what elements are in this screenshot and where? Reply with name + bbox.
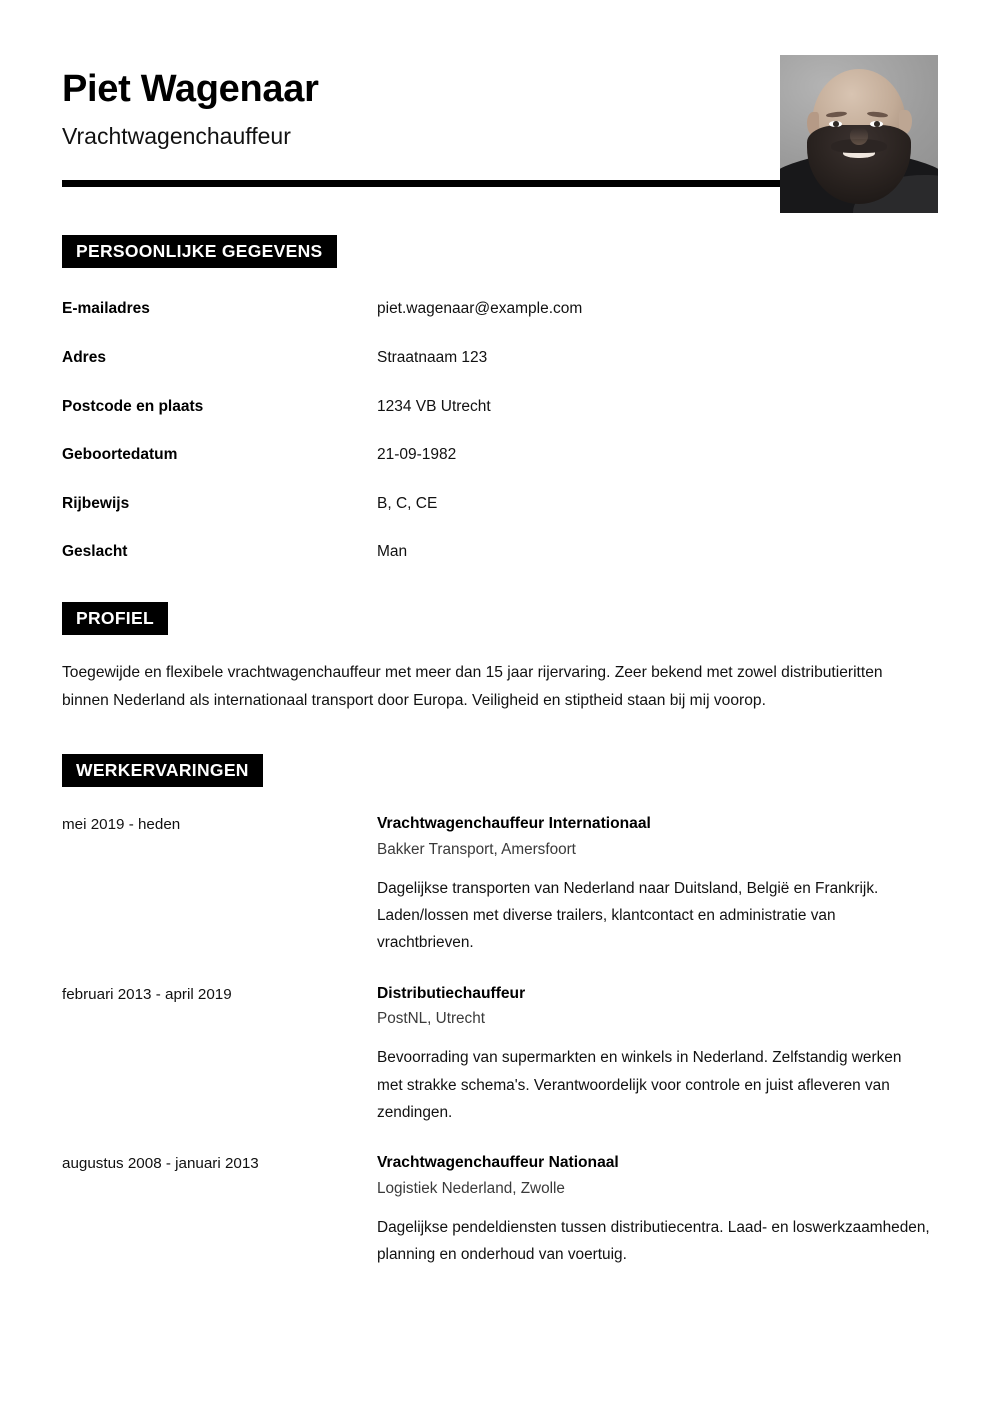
detail-label: Geslacht: [62, 543, 128, 561]
photo-pupil-right: [874, 121, 880, 127]
experience-body: [377, 1152, 930, 1268]
experience-company: Logistiek Nederland, Zwolle: [377, 1180, 565, 1198]
table-row: [62, 398, 938, 417]
detail-value: B, C, CE: [377, 494, 438, 512]
experience-role: Vrachtwagenchauffeur Nationaal: [377, 1154, 619, 1172]
section-profile: [62, 602, 938, 714]
section-title-work-experience: WERKERVARINGEN: [62, 754, 263, 787]
detail-value: piet.wagenaar@example.com: [377, 300, 583, 318]
job-title-subtitle: Vrachtwagenchauffeur: [62, 122, 291, 149]
section-title-profile: PROFIEL: [62, 602, 168, 635]
detail-value: 1234 VB Utrecht: [377, 397, 491, 415]
detail-value: 21-09-1982: [377, 446, 457, 464]
section-work-experience: [62, 754, 938, 1269]
personal-details-list: [62, 300, 938, 562]
list-item: [62, 983, 938, 1127]
experience-body: [377, 983, 930, 1127]
experience-company: Bakker Transport, Amersfoort: [377, 840, 576, 858]
photo-nose: [850, 128, 867, 145]
list-item: [62, 1152, 938, 1268]
profile-paragraph: Toegewijde en flexibele vrachtwagenchauffeur met meer dan 15 jaar rijervaring. Zeer bekend met zowel distributieritten binnen Nederland als internationaal transport door Europa. Veiligheid en stiptheid staan bij mij voorop.: [62, 664, 883, 709]
experience-body: [377, 813, 930, 957]
experience-description: Bevoorrading van supermarkten en winkels in Nederland. Zelfstandig werken met strakke schema's. Verantwoordelijk voor controle en juist afleveren van zendingen.: [377, 1049, 902, 1121]
detail-label: Geboortedatum: [62, 446, 178, 464]
table-row: [62, 300, 938, 319]
cv-header: [62, 0, 938, 160]
detail-label: Adres: [62, 348, 106, 366]
page-title: Piet Wagenaar: [62, 68, 319, 110]
detail-label: Rijbewijs: [62, 494, 130, 512]
detail-value: Straatnaam 123: [377, 348, 488, 366]
experience-description: Dagelijkse transporten van Nederland naar Duitsland, België en Frankrijk. Laden/lossen met diverse trailers, klantcontact en administratie van vrachtbrieven.: [377, 879, 879, 952]
work-experience-list: [62, 813, 938, 1268]
detail-value: Man: [377, 543, 408, 561]
experience-period: mei 2019 - heden: [62, 816, 181, 834]
experience-description: Dagelijkse pendeldiensten tussen distributiecentra. Laad- en loswerkzaamheden, planning en onderhoud van voertuig.: [377, 1218, 930, 1264]
list-item: [62, 813, 938, 957]
table-row: [62, 495, 938, 514]
experience-role: Vrachtwagenchauffeur Internationaal: [377, 815, 651, 833]
table-row: [62, 349, 938, 368]
avatar: [780, 55, 938, 213]
photo-pupil-left: [833, 121, 839, 127]
experience-company: PostNL, Utrecht: [377, 1010, 485, 1028]
experience-period: augustus 2008 - januari 2013: [62, 1155, 259, 1173]
detail-label: Postcode en plaats: [62, 397, 204, 415]
experience-period: februari 2013 - april 2019: [62, 985, 232, 1003]
section-title-personal-details: PERSOONLIJKE GEGEVENS: [62, 235, 337, 268]
section-personal-details: [62, 235, 938, 562]
header-text-block: [62, 55, 319, 149]
table-row: [62, 446, 938, 465]
table-row: [62, 543, 938, 562]
experience-role: Distributiechauffeur: [377, 984, 526, 1002]
detail-label: E-mailadres: [62, 300, 150, 318]
